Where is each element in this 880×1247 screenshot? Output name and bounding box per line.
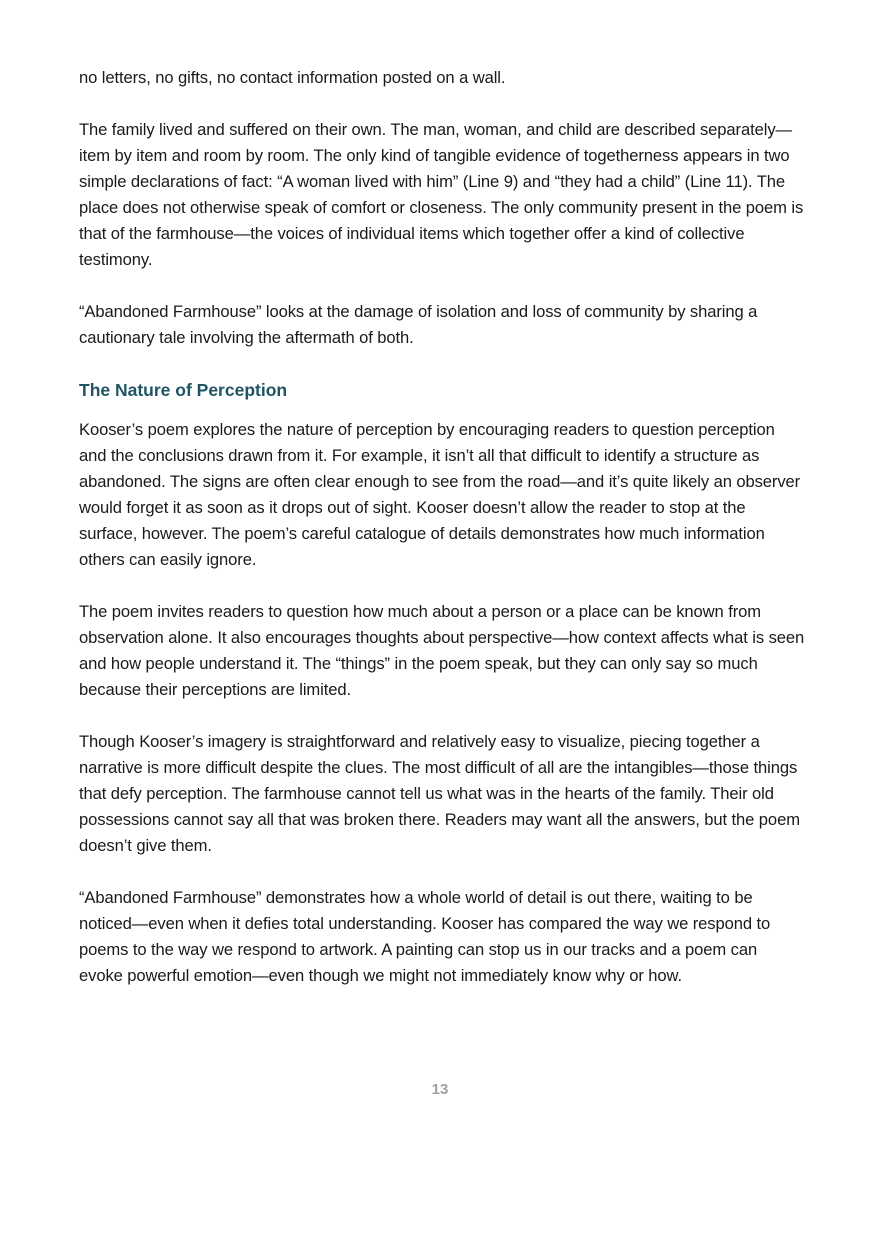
page-number: 13	[431, 1081, 449, 1098]
paragraph-cautionary-tale: “Abandoned Farmhouse” looks at the damage of isolation and loss of community by sharing a cautionary tale involving the aftermath of both.	[79, 302, 758, 347]
paragraph-intangibles: Though Kooser’s imagery is straightforward and relatively easy to visualize, piecing together a narrative is more difficult despite the clues. The most difficult of all are the intangibles—those things that defy perception. The farmhouse cannot tell us what was in the hearts of the family. Their old possessions cannot say all that was broken there. Readers may want all the answers, but the poem doesn’t give them.	[79, 732, 800, 855]
paragraph-continuation: no letters, no gifts, no contact information posted on a wall.	[79, 68, 506, 87]
paragraph-family-isolation: The family lived and suffered on their own. The man, woman, and child are described separately—item by item and room by room. The only kind of tangible evidence of togetherness appears in two simple declarations of fact: “A woman lived with him” (Line 9) and “they had a child” (Line 11). The place does not otherwise speak of comfort or closeness. The only community present in the poem is that of the farmhouse—the voices of individual items which together offer a kind of collective testimony.	[79, 120, 804, 269]
section-heading: The Nature of Perception	[79, 380, 288, 400]
paragraph-world-of-detail: “Abandoned Farmhouse” demonstrates how a whole world of detail is out there, waiting to be noticed—even when it defies total understanding. Kooser has compared the way we respond to poems to the way we respond to artwork. A painting can stop us in our tracks and a poem can evoke powerful emotion—even though we might not immediately know why or how.	[79, 888, 771, 985]
document-page	[79, 65, 805, 1015]
paragraph-observation: The poem invites readers to question how much about a person or a place can be known from observation alone. It also encourages thoughts about perspective—how context affects what is seen and how people understand it. The “things” in the poem speak, but they can only say so much because their perceptions are limited.	[79, 602, 805, 699]
paragraph-perception-intro: Kooser’s poem explores the nature of perception by encouraging readers to question perception and the conclusions drawn from it. For example, it isn’t all that difficult to identify a structure as abandoned. The signs are often clear enough to see from the road—and it’s quite likely an observer would forget it as soon as it drops out of sight. Kooser doesn’t allow the reader to stop at the surface, however. The poem’s careful catalogue of details demonstrates how much information others can easily ignore.	[79, 420, 801, 569]
